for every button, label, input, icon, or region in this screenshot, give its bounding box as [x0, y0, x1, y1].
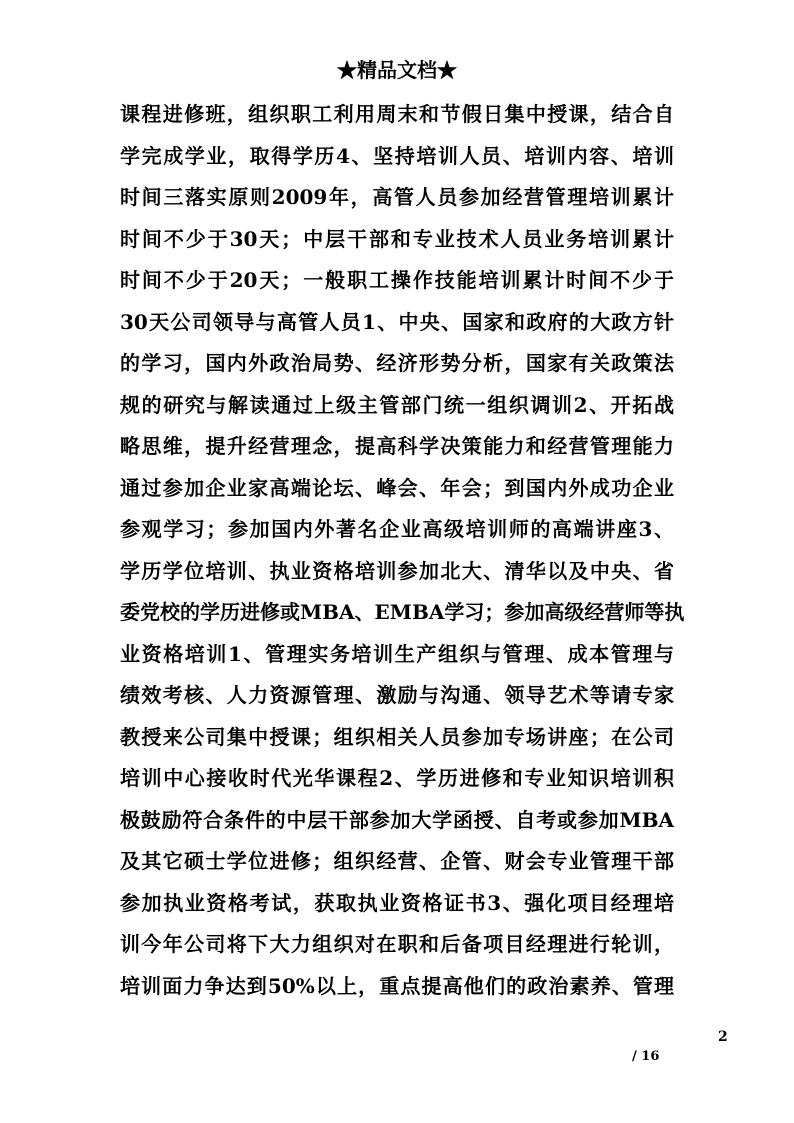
body-line: 30天公司领导与高管人员1、中央、国家和政府的大政方针 [120, 309, 674, 334]
body-line: 规的研究与解读通过上级主管部门统一组织调训2、开拓战 [120, 392, 674, 417]
document-body [120, 94, 685, 1007]
page-total: / 16 [632, 1049, 660, 1064]
body-line: 略思维，提升经营理念，提高科学决策能力和经营管理能力 [120, 434, 674, 458]
body-line: 业资格培训1、管理实务培训生产组织与管理、成本管理与 [120, 641, 674, 666]
body-line: 培训中心接收时代光华课程2、学历进修和专业知识培训积 [120, 766, 674, 790]
body-line: 绩效考核、人力资源管理、激励与沟通、领导艺术等请专家 [120, 683, 674, 707]
body-line: 时间三落实原则2009年，高管人员参加经营管理培训累计 [120, 185, 674, 209]
body-line: 参观学习；参加国内外著名企业高级培训师的高端讲座3、 [120, 517, 674, 541]
body-line: 培训面力争达到50%以上，重点提高他们的政治素养、管理 [120, 973, 674, 998]
page-number: 2 [718, 1029, 728, 1045]
body-line: 及其它硕士学位进修；组织经营、企管、财会专业管理干部 [120, 849, 674, 873]
body-line: 参加执业资格考试，获取执业资格证书3、强化项目经理培 [120, 890, 674, 915]
body-line: 学完成学业，取得学历4、坚持培训人员、培训内容、培训 [120, 143, 674, 168]
body-line: 的学习，国内外政治局势、经济形势分析，国家有关政策法 [120, 351, 674, 375]
body-line: 训今年公司将下大力组织对在职和后备项目经理进行轮训， [120, 932, 674, 956]
body-line: 教授来公司集中授课；组织相关人员参加专场讲座；在公司 [120, 724, 674, 749]
body-line: 极鼓励符合条件的中层干部参加大学函授、自考或参加MBA [120, 807, 674, 832]
body-line: 学历学位培训、执业资格培训参加北大、清华以及中央、省 [120, 558, 674, 583]
body-line: 通过参加企业家高端论坛、峰会、年会；到国内外成功企业 [120, 475, 674, 500]
body-line: 课程进修班，组织职工利用周末和节假日集中授课，结合自 [120, 102, 674, 126]
body-line: 时间不少于30天；中层干部和专业技术人员业务培训累计 [120, 226, 674, 251]
body-line: 时间不少于20天；一般职工操作技能培训累计时间不少于 [120, 268, 674, 292]
document-header-title: ★精品文档★ [337, 58, 457, 82]
body-line: 委党校的学历进修或MBA、EMBA学习；参加高级经营师等执 [120, 600, 685, 624]
